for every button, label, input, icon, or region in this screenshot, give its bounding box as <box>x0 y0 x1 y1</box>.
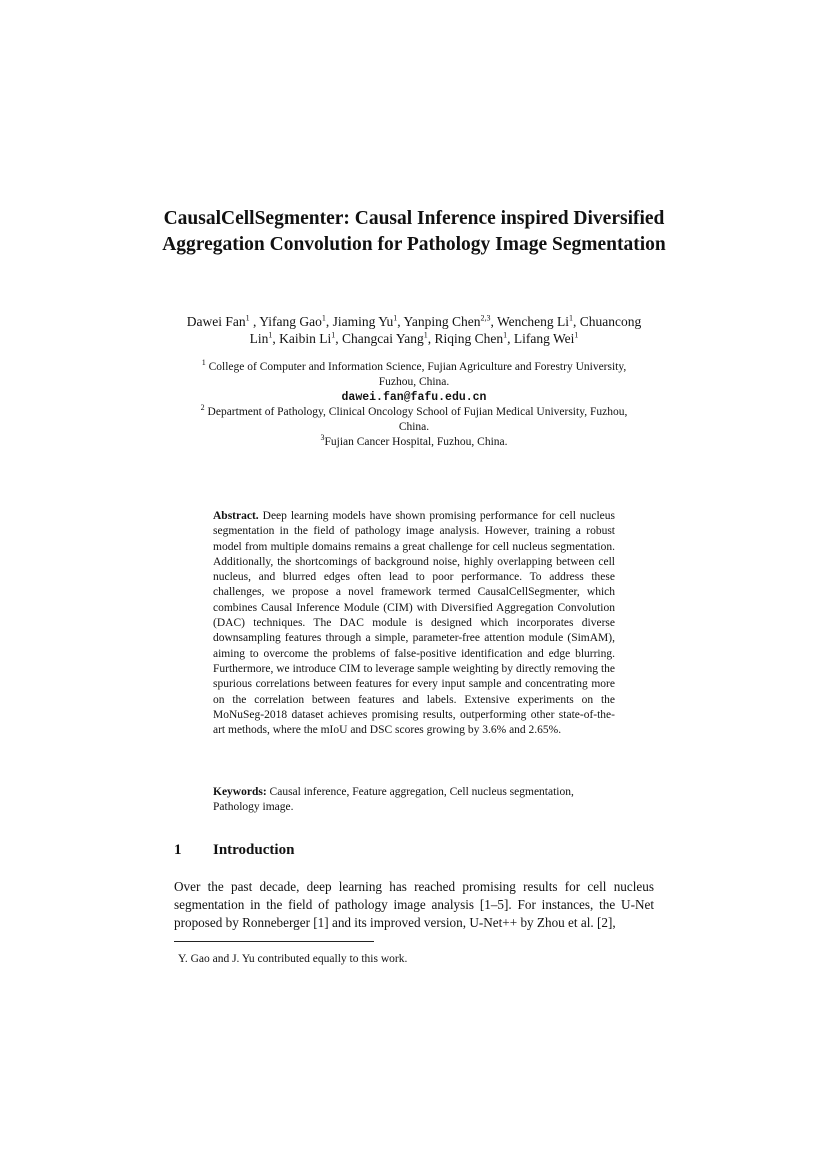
author-name: Wencheng Li <box>496 314 569 329</box>
author-affiliation-marker: 1 <box>245 313 250 323</box>
section-heading <box>174 842 294 859</box>
author-affiliation-marker: 2,3 <box>480 313 491 323</box>
author-name: Riqing Chen <box>434 330 504 346</box>
affiliation-text: Fujian Cancer Hospital, Fuzhou, China. <box>324 436 508 448</box>
author-name: Chuancong <box>579 314 642 329</box>
keywords-label: Keywords: <box>213 786 267 798</box>
abstract-label: Abstract. <box>213 510 259 522</box>
section-title: Introduction <box>213 842 295 858</box>
paper-title: CausalCellSegmenter: Causal Inference inspired Diversified Aggregation Convolution for Pathology Image Segmentation <box>162 208 666 255</box>
affiliation-marker: 2 <box>200 403 205 413</box>
author-affiliation-marker: 1 <box>569 313 573 323</box>
author-name: Yifang Gao <box>259 314 322 329</box>
author-affiliation-marker: 1 <box>331 330 336 339</box>
affiliation-2-cont: China. <box>398 421 430 433</box>
intro-paragraph: Over the past decade, deep learning has reached promising results for cell nucleus segmentation in the field of pathology image analysis [1–5]. For instances, the U-Net proposed by Ronneberger [1] and its improved version, U-Net++ by Zhou et al. [2], <box>174 879 654 930</box>
affiliation-marker: 3 <box>320 433 325 443</box>
author-name: Jiaming Yu <box>332 314 394 329</box>
affiliation-1-cont: Fuzhou, China. <box>378 376 450 388</box>
abstract <box>213 509 615 738</box>
affiliations <box>160 360 668 450</box>
affiliation-3 <box>160 435 668 450</box>
author-affiliation-marker: 1 <box>393 313 398 323</box>
affiliation-text: College of Computer and Information Science, Fujian Agriculture and Forestry University, <box>208 361 627 373</box>
author-name: Yanping Chen <box>403 314 481 329</box>
author-line-2: Lin$^1$, Kaibin Li$^1$, Changcai Yang$^1$, Riqing Chen$^1$, Lifang Wei$^1$ <box>249 330 579 346</box>
author-affiliation-marker: 1 <box>268 330 273 339</box>
author-affiliation-marker: 1 <box>423 330 428 339</box>
affiliation-2 <box>160 405 668 420</box>
affiliation-marker: 1 <box>201 358 206 368</box>
keywords <box>213 785 615 816</box>
affiliation-1 <box>160 360 668 375</box>
author-name: Kaibin Li <box>279 330 332 346</box>
author-email[interactable]: dawei.fan@fafu.edu.cn <box>341 391 487 404</box>
author-name: Dawei Fan <box>186 314 246 329</box>
section-number: 1 <box>174 842 182 858</box>
author-name: Lin <box>249 330 269 346</box>
author-affiliation-marker: 1 <box>321 313 326 323</box>
author-name: Lifang Wei <box>513 330 575 346</box>
author-list <box>160 314 668 347</box>
author-line-1: Dawei Fan$^1$ , Yifang Gao$^1$, Jiaming Yu$^1$, Yanping Chen$^{2,3}$, Wencheng Li$^1$, Chuancong <box>186 313 642 329</box>
footnote-divider <box>174 941 374 942</box>
abstract-text: Deep learning models have shown promising performance for cell nucleus segmentation in the field of pathology image analysis. However, training a robust model from multiple domains remains a great challenge for cell nucleus segmentation. Additionally, the shortcomings of background noise, highly overlapping between cell nucleus, and blurred edges often lead to poor performance. To address these challenges, we propose a novel framework termed CausalCellSegmenter, which combines Causal Inference Module (CIM) with Diversified Aggregation Convolution (DAC) techniques. The DAC module is designed which incorporates diverse downsampling features through a simple, parameter-free attention module (SimAM), aiming to overcome the problems of false-positive identification and edge blurring. Furthermore, we introduce CIM to leverage sample weighting by directly removing the spurious correlations between features for every input sample and concentrating more on the correlation between features and labels. Extensive experiments on the MoNuSeg-2018 dataset achieves promising results, outperforming other state-of-the-art methods, where the mIoU and DSC scores growing by 3.6% and 2.65%. <box>213 510 616 737</box>
author-affiliation-marker: 1 <box>503 330 508 339</box>
footnote: Y. Gao and J. Yu contributed equally to this work. <box>178 953 408 965</box>
author-name: Changcai Yang <box>341 330 424 346</box>
affiliation-text: Department of Pathology, Clinical Oncology School of Fujian Medical University, Fuzhou, <box>207 406 628 418</box>
keywords-text: Causal inference, Feature aggregation, Cell nucleus segmentation, Pathology image. <box>213 786 574 814</box>
author-affiliation-marker: 1 <box>574 330 579 339</box>
